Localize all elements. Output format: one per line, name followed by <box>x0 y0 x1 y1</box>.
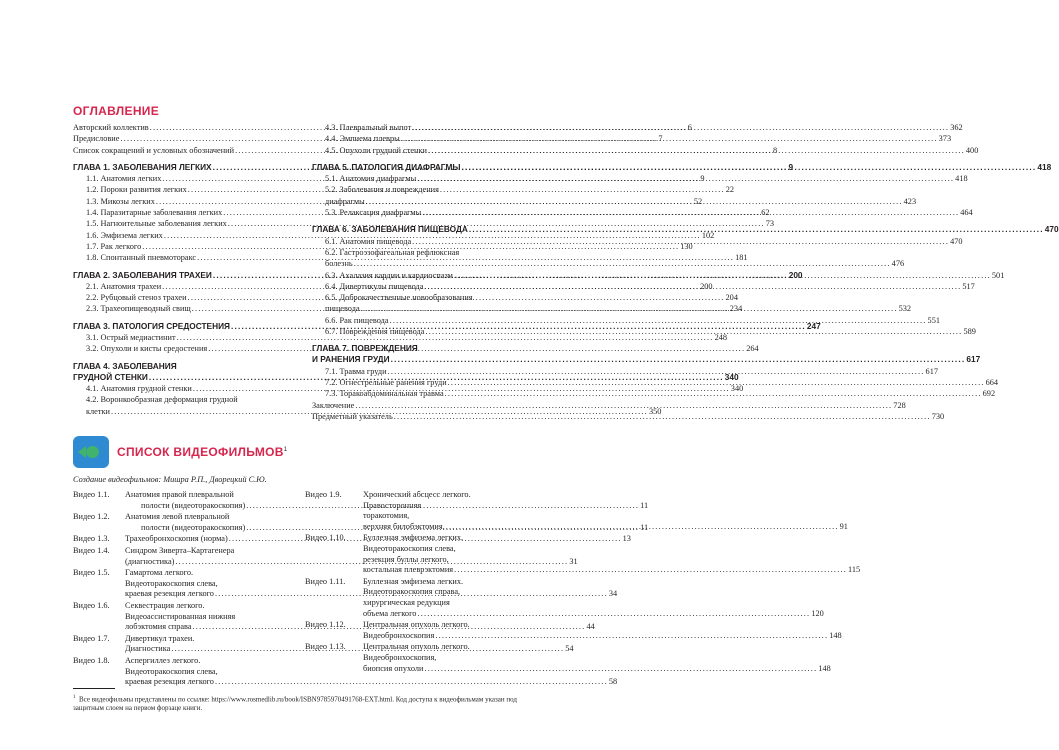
video-text: Видеоторакоскопия справа, <box>363 587 461 597</box>
toc-page-number: 6 <box>687 123 692 132</box>
video-text: краевая резекция легкого <box>125 589 214 599</box>
toc-leader-dots <box>424 281 961 292</box>
toc-page-number: 501 <box>991 270 1005 280</box>
toc-leader-dots <box>454 565 847 576</box>
video-text: Видеоторакоскопия слева, <box>125 578 218 588</box>
video-text: объема легкого <box>363 608 417 618</box>
video-description-line <box>363 522 848 533</box>
toc-leader-dots <box>454 270 991 281</box>
toc-entry-text: 2.1. Анатомия трахеи <box>86 281 162 291</box>
toc-page-number: 551 <box>927 315 940 325</box>
toc-chapter <box>312 161 1052 173</box>
toc-entry-text: 2.3. Трахеопищеводный свищ <box>86 304 191 314</box>
video-description-line <box>363 533 860 544</box>
video-text: торакотомия, <box>363 511 410 521</box>
toc-page-number: 617 <box>966 354 981 365</box>
toc-page-number: 470 <box>1044 224 1059 235</box>
toc-page-number: 204 <box>725 293 738 303</box>
toc-page-number: 476 <box>891 259 905 269</box>
toc-entry-text: 4.4. Эмпиема плевры <box>325 134 400 144</box>
video-number: Видео 1.4. <box>73 545 110 555</box>
toc-page-number: 664 <box>985 377 999 387</box>
video-list-heading <box>117 445 287 459</box>
video-number: Видео 1.6. <box>73 600 110 610</box>
video-page-number: 13 <box>622 534 631 544</box>
video-description-line <box>363 587 824 598</box>
toc-entry-text: Список сокращений и условных обозначений <box>73 145 235 155</box>
video-page-number: 58 <box>608 677 618 687</box>
toc-entry-text: ГЛАВА 5. ПАТОЛОГИЯ ДИАФРАГМЫ <box>312 161 461 172</box>
toc-page-number: 9 <box>700 174 705 184</box>
video-number: Видео 1.7. <box>73 633 110 643</box>
video-page-number: 11 <box>640 500 649 510</box>
video-text: Видеоторакоскопия слева, <box>125 666 218 676</box>
toc-entry-text: 4.1. Анатомия грудной стенки <box>86 383 192 393</box>
toc-entry-text: болезнь <box>325 259 353 269</box>
toc-leader-dots <box>469 224 1044 235</box>
toc-page-number: 532 <box>898 304 912 314</box>
video-text: Центральная опухоль легкого. <box>363 620 470 630</box>
toc-entry-text: 6.1. Анатомия пищевода <box>325 236 412 246</box>
toc-leader-dots <box>388 366 925 377</box>
video-number: Видео 1.1. <box>73 490 110 499</box>
video-page-number: 34 <box>608 589 618 599</box>
toc-entry-text: Заключение <box>312 400 355 410</box>
toc-entry-text: 2.2. Рубцовый стеноз трахеи <box>86 293 187 303</box>
toc-leader-dots <box>412 236 949 247</box>
video-number: Видео 1.3. <box>73 534 110 544</box>
toc-entry-text: 7.1. Травма груди <box>325 366 387 376</box>
toc-entry <box>312 122 963 133</box>
toc-entry-text: ГРУДНОЙ СТЕНКИ <box>73 371 148 382</box>
toc-entry <box>312 354 981 365</box>
footnote-mark: 1 <box>73 695 76 700</box>
toc-leader-dots <box>401 133 938 144</box>
toc-page-number: 340 <box>724 371 739 382</box>
video-description <box>363 620 842 641</box>
video-text: Видеоассистированная нижняя <box>125 611 236 621</box>
toc-entry-text: 7.2. Огнестрельные ранения груди <box>325 377 447 387</box>
toc-page-number: 200 <box>788 269 803 280</box>
footnote-ref: 1 <box>283 447 288 453</box>
footnote-rule <box>73 688 115 689</box>
video-page-number: 31 <box>569 556 578 566</box>
toc-leader-dots <box>215 677 608 688</box>
toc-page-number: 423 <box>903 196 917 206</box>
video-text: Синдром Зиверта–Картагенера <box>125 545 235 555</box>
toc-entry-text: 1.1. Анатомия легких <box>86 174 162 184</box>
toc-leader-dots <box>412 122 949 133</box>
toc-leader-dots <box>448 377 985 388</box>
toc-entry-text: 5.1. Анатомия диафрагмы <box>325 174 417 184</box>
toc-chapter-title: ГЛАВА 7. ПОВРЕЖДЕНИЯ <box>312 343 418 354</box>
toc-page-number: 8 <box>773 145 778 155</box>
toc-page-number: 22 <box>725 185 735 195</box>
toc-page-number: 692 <box>982 389 996 399</box>
toc-page-number: 373 <box>938 134 952 144</box>
video-text: Буллезная эмфизема легких. <box>363 576 464 586</box>
toc-page-number: 248 <box>714 333 728 343</box>
toc-page-number: 730 <box>931 411 945 421</box>
toc-leader-dots <box>462 162 1037 173</box>
toc-entry-text: 7.3. Торакоабдоминальная травма <box>325 389 444 399</box>
video-text: (диагностика) <box>125 556 175 566</box>
video-text: Хронический абсцесс легкого. <box>363 490 471 499</box>
toc-leader-dots <box>424 664 817 675</box>
video-description-line <box>363 642 831 653</box>
video-text: Диагностика <box>125 644 171 654</box>
toc-leader-dots <box>394 411 931 422</box>
toc-leader-dots <box>390 315 927 326</box>
toc-page-number: 200 <box>700 281 713 291</box>
toc-entry-text: 1.5. Нагноительные заболевания легких <box>86 219 227 229</box>
video-text: Правосторонняя <box>363 500 422 510</box>
toc-leader-dots <box>425 326 962 337</box>
video-text: полости (видеоторакоскопия) <box>141 500 246 510</box>
toc-entry-text: 4.2. Воронкообразная деформация грудной <box>86 395 238 405</box>
toc-entry-text: 1.2. Пороки развития легких <box>86 185 187 195</box>
toc-entry-text: ГЛАВА 1. ЗАБОЛЕВАНИЯ ЛЕГКИХ <box>73 161 212 172</box>
toc-page-number: 130 <box>680 241 693 251</box>
toc-page-number: 247 <box>806 320 821 331</box>
video-number: Видео 1.9. <box>305 490 342 499</box>
toc-page-number: 350 <box>648 406 662 416</box>
video-text: Дивертикул трахеи. <box>125 633 195 643</box>
toc-entry-text: 3.1. Острый медиастинит <box>86 333 176 343</box>
toc-page-number: 73 <box>765 219 775 229</box>
toc-page-number: 418 <box>955 174 968 184</box>
video-text: биопсия опухоли <box>363 663 424 673</box>
toc-entry-text: 1.8. Спонтанный пневмоторакс <box>86 253 197 263</box>
video-description-line <box>363 609 824 620</box>
toc-entry <box>73 218 775 229</box>
toc-page-number: 362 <box>950 123 963 132</box>
toc-leader-dots <box>366 196 903 207</box>
camera-body-icon-part <box>86 446 99 458</box>
toc-leader-dots <box>446 522 839 533</box>
video-page-number: 148 <box>829 630 842 640</box>
toc-leader-dots <box>435 631 828 642</box>
video-page-number: 11 <box>640 522 649 532</box>
video-text: Трахеобронхоскопия (норма) <box>125 534 228 544</box>
video-page-number: 44 <box>586 622 595 632</box>
toc-heading: ОГЛАВЛЕНИЕ <box>73 104 160 118</box>
video-list-heading-text: СПИСОК ВИДЕОФИЛЬМОВ <box>117 445 284 459</box>
toc-entry-text: ГЛАВА 6. ЗАБОЛЕВАНИЯ ПИЩЕВОДА <box>312 224 468 235</box>
video-text: Центральная опухоль легкого. <box>363 642 470 652</box>
toc-page-number: 400 <box>965 145 979 155</box>
video-number: Видео 1.13. <box>305 642 346 652</box>
video-description-line <box>363 501 848 512</box>
toc-leader-dots <box>422 207 959 218</box>
video-description <box>363 577 824 619</box>
video-page-number: 115 <box>848 565 861 575</box>
toc-page-number: 470 <box>950 236 963 246</box>
toc-entry-text: диафрагмы <box>325 196 365 206</box>
toc-leader-dots <box>391 354 966 365</box>
toc-page-number: 589 <box>963 327 976 337</box>
toc-page-number: 9 <box>788 161 794 172</box>
video-text: Анатомия левой плевральной <box>125 512 230 522</box>
toc-entry-text: 1.7. Рак легкого <box>86 241 142 251</box>
video-text: Секвестрация легкого. <box>125 600 205 610</box>
toc-leader-dots <box>417 173 954 184</box>
video-description-line <box>363 577 824 588</box>
toc-entry-text: 6.3. Ахалазия кардии и кардиоспазм <box>325 270 453 280</box>
video-camera-icon <box>73 436 109 468</box>
video-text: Гамартома легкого. <box>125 568 194 578</box>
video-text: Анатомия правой плевральной <box>125 490 234 499</box>
toc-page-number: 7 <box>658 134 663 144</box>
toc-entry-text: Авторский коллектив <box>73 123 149 132</box>
video-description <box>363 533 860 575</box>
video-text: хирургическая редукция <box>363 597 450 607</box>
toc-entry-text: 1.4. Паразитарные заболевания легких <box>86 208 223 218</box>
video-description-line <box>363 620 842 631</box>
video-number: Видео 1.2. <box>73 512 110 522</box>
toc-entry <box>312 133 952 144</box>
video-description-line <box>363 544 860 555</box>
video-page-number: 54 <box>565 644 574 654</box>
toc-entry-text: 4.5. Опухоли грудной стенки <box>325 145 427 155</box>
toc-entry-text: И РАНЕНИЯ ГРУДИ <box>312 354 390 365</box>
toc-leader-dots <box>354 258 891 269</box>
toc-entry <box>312 173 968 184</box>
toc-page-number: 62 <box>761 208 770 218</box>
video-description-line <box>363 511 848 522</box>
toc-page-number: 418 <box>1037 161 1052 172</box>
toc-leader-dots <box>417 609 810 620</box>
video-description <box>363 642 831 674</box>
toc-entry <box>312 326 976 337</box>
toc-page-number: 517 <box>962 281 975 291</box>
video-description-line <box>363 598 824 609</box>
toc-entry-text: 6.7. Повреждения пищевода <box>325 327 425 337</box>
toc-page-number: 617 <box>925 366 938 376</box>
toc-entry-text: 5.2. Заболевания и повреждения <box>325 185 439 195</box>
footnote <box>73 693 528 713</box>
video-text: верхняя билобэктомия. <box>363 521 445 531</box>
video-description-line <box>363 555 860 566</box>
toc-entry-text: 6.5. Доброкачественные новообразования <box>325 293 473 303</box>
video-text: Аспергиллез легкого. <box>125 655 201 665</box>
toc-entry-text: 3.2. Опухоли и кисты средостения <box>86 344 208 354</box>
toc-page-number: 181 <box>735 253 748 263</box>
toc-leader-dots <box>428 145 965 156</box>
video-text: Видеобронхоскопия, <box>363 652 437 662</box>
toc-entry-text: ГЛАВА 3. ПАТОЛОГИЯ СРЕДОСТЕНИЯ <box>73 320 231 331</box>
video-number: Видео 1.12. <box>305 620 346 630</box>
toc-entry-text: ГЛАВА 2. ЗАБОЛЕВАНИЯ ТРАХЕИ <box>73 269 212 280</box>
video-text: лобэктомия справа <box>125 622 192 632</box>
toc-entry-text: 1.3. Микозы легких <box>86 196 155 206</box>
video-description-line <box>363 653 831 664</box>
toc-entry-text: 5.3. Релаксация диафрагмы <box>325 208 422 218</box>
video-description-line <box>363 664 831 675</box>
toc-entry-text: Предметный указатель <box>312 411 393 421</box>
toc-entry-text: 6.6. Рак пищевода <box>325 315 389 325</box>
video-text: Буллезная эмфизема легких. <box>363 533 464 543</box>
video-page-number: 91 <box>839 521 848 531</box>
video-text: Видеобронхоскопия <box>363 630 435 640</box>
toc-page-number: 464 <box>960 208 973 218</box>
toc-entry-text: 4.3. Плевральный выпот <box>325 123 412 132</box>
toc-leader-dots <box>355 400 892 411</box>
toc-entry-text: 6.2. Гастроэзофагеальная рефлюксная <box>325 247 460 257</box>
video-authors: Создание видеофильмов: Мишра Р.П., Дворецкий С.Ю. <box>73 475 267 484</box>
toc-page-number: 264 <box>746 344 759 354</box>
video-description-line <box>125 677 617 688</box>
video-number: Видео 1.10. <box>305 533 346 543</box>
video-number: Видео 1.8. <box>73 655 110 665</box>
video-list-banner <box>73 436 287 468</box>
toc-page-number: 340 <box>730 383 744 393</box>
toc-entry-text: 1.6. Эмфизема легких <box>86 230 163 240</box>
toc-entry-text: пищевода <box>325 304 360 314</box>
video-number: Видео 1.5. <box>73 568 110 578</box>
video-description-line <box>363 631 842 642</box>
toc-page-number: 728 <box>893 400 906 410</box>
toc-entry-text: 6.4. Дивертикулы пищевода <box>325 281 424 291</box>
video-text: краевая резекция легкого <box>125 677 214 687</box>
camera-lens-icon-part <box>78 446 86 458</box>
video-description-line <box>363 565 860 576</box>
video-page-number: 120 <box>811 608 824 618</box>
toc-leader-dots <box>445 388 982 399</box>
toc-chapter-title: ГЛАВА 4. ЗАБОЛЕВАНИЯ <box>73 360 177 371</box>
video-text: костальная плеврэктомия <box>363 565 454 575</box>
toc-entry-text: клетки <box>86 406 110 416</box>
video-number: Видео 1.11. <box>305 576 346 586</box>
video-description-line <box>363 490 848 501</box>
video-text: Видеоторакоскопия слева, <box>363 543 456 553</box>
toc-page-number: 102 <box>701 230 715 240</box>
video-description <box>363 490 848 532</box>
toc-page-number: 234 <box>729 304 743 314</box>
video-text: резекция буллы легкого, <box>363 554 449 564</box>
toc-page-number: 52 <box>693 196 703 206</box>
toc-entry <box>312 145 979 156</box>
toc-leader-dots <box>361 303 898 314</box>
video-page-number: 148 <box>818 663 831 673</box>
toc-entry-text: Предисловие <box>73 134 120 144</box>
footnote-text: Все видеофильмы представлены по ссылке: https://www.rosmedlib.ru/book/ISBN9785970491768-EXT.html. Код доступа к видеофильмам указан под защитным слоем на первом форзаце книги. <box>73 695 517 713</box>
video-text: полости (видеоторакоскопия) <box>141 522 246 532</box>
